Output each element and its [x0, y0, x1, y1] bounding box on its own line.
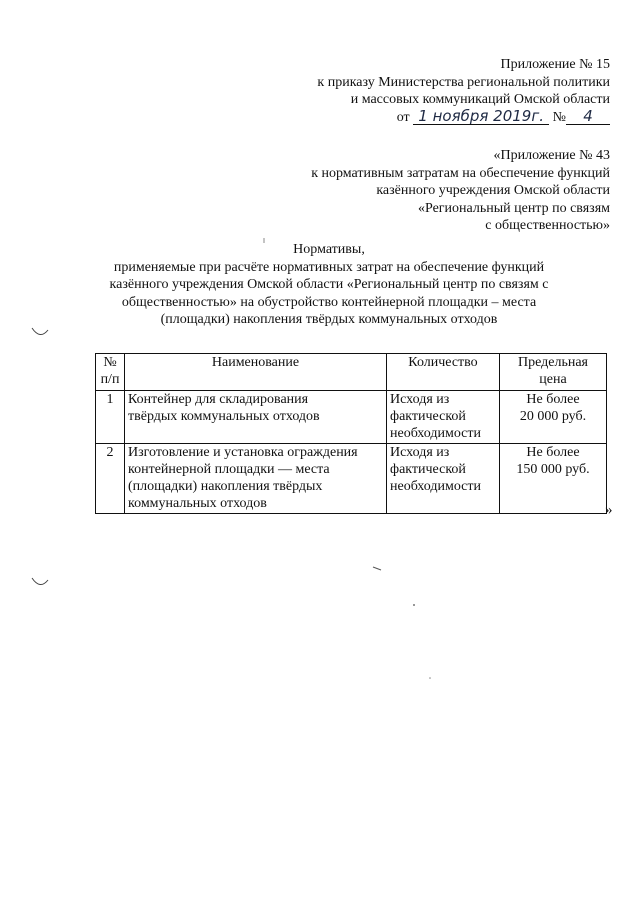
header-price-line-1: Предельная [518, 355, 588, 370]
prev-appendix-line-3: казённого учреждения Омской области [376, 183, 610, 198]
row-quantity-line: фактической [390, 462, 466, 477]
row-quantity-line: фактической [390, 409, 466, 424]
row-name-line: Контейнер для складирования [128, 392, 309, 407]
number-label: № [552, 109, 566, 125]
row-number: 1 [96, 391, 125, 444]
row-name-line: (площадки) накопления твёрдых [128, 479, 323, 494]
prev-appendix-line-2: к нормативным затратам на обеспечение функций [311, 165, 610, 181]
prev-appendix-line-4: «Региональный центр по связям [417, 200, 610, 216]
row-price [500, 391, 607, 444]
row-price-line: Не более [526, 392, 580, 407]
appendix-header [317, 56, 610, 126]
row-name-line: контейнерной площадки — места [128, 462, 330, 477]
table-row [96, 391, 607, 444]
order-date-line [317, 106, 610, 127]
prev-appendix-title: «Приложение № 43 [493, 148, 610, 163]
punch-hole-mark [30, 325, 50, 341]
appendix-order-ref: к приказу Министерства региональной политики [317, 74, 610, 90]
table-header-row [96, 354, 607, 391]
header-price-line-2: цена [539, 372, 567, 387]
row-name-line: твёрдых коммунальных отходов [128, 409, 320, 424]
row-quantity-line: Исходя из [390, 392, 450, 407]
row-price-line: Не более [526, 445, 580, 460]
row-quantity-line: необходимости [390, 426, 482, 441]
row-quantity-line: Исходя из [390, 445, 450, 460]
title-line-2: казённого учреждения Омской области «Региональный центр по связям с [109, 277, 549, 292]
handwritten-date: 1 ноября 2019г. [418, 106, 544, 125]
header-name: Наименование [125, 354, 387, 391]
row-quantity [387, 444, 500, 514]
title-heading: Нормативы, [293, 242, 365, 257]
header-number-symbol: № [103, 355, 117, 370]
norms-table [95, 353, 607, 514]
scan-speck [412, 603, 416, 607]
punch-hole-mark [30, 575, 50, 591]
appendix-ministry: и массовых коммуникаций Омской области [350, 92, 610, 107]
handwritten-number: 4 [583, 106, 593, 125]
appendix-title: Приложение № 15 [500, 57, 610, 72]
prev-appendix-line-5: с общественностью» [485, 218, 610, 233]
row-number: 2 [96, 444, 125, 514]
scan-speck [428, 676, 432, 680]
header-quantity: Количество [387, 354, 500, 391]
row-name-line: Изготовление и установка ограждения [128, 445, 358, 460]
title-line-4: (площадки) накопления твёрдых коммунальных отходов [160, 312, 498, 327]
header-number [96, 354, 125, 391]
title-line-1: применяемые при расчёте нормативных затрат на обеспечение функций [113, 259, 545, 275]
row-price [500, 444, 607, 514]
row-price-line: 150 000 руб. [516, 462, 590, 477]
order-number-field [566, 106, 610, 125]
row-quantity-line: необходимости [390, 479, 482, 494]
row-name [125, 391, 387, 444]
header-number-abbr: п/п [100, 372, 120, 387]
order-date-field [413, 106, 549, 125]
scan-speck [262, 238, 266, 244]
from-label: от [396, 109, 410, 125]
table-row [96, 444, 607, 514]
header-price [500, 354, 607, 391]
row-name [125, 444, 387, 514]
title-line-3: общественностью» на обустройство контейнерной площадки – места [121, 294, 537, 310]
row-name-line: коммунальных отходов [128, 496, 267, 511]
document-title [64, 241, 594, 329]
previous-appendix-header [311, 147, 610, 235]
row-quantity [387, 391, 500, 444]
scan-speck [372, 566, 384, 572]
row-price-line: 20 000 руб. [519, 409, 587, 424]
closing-quote: » [605, 502, 613, 518]
